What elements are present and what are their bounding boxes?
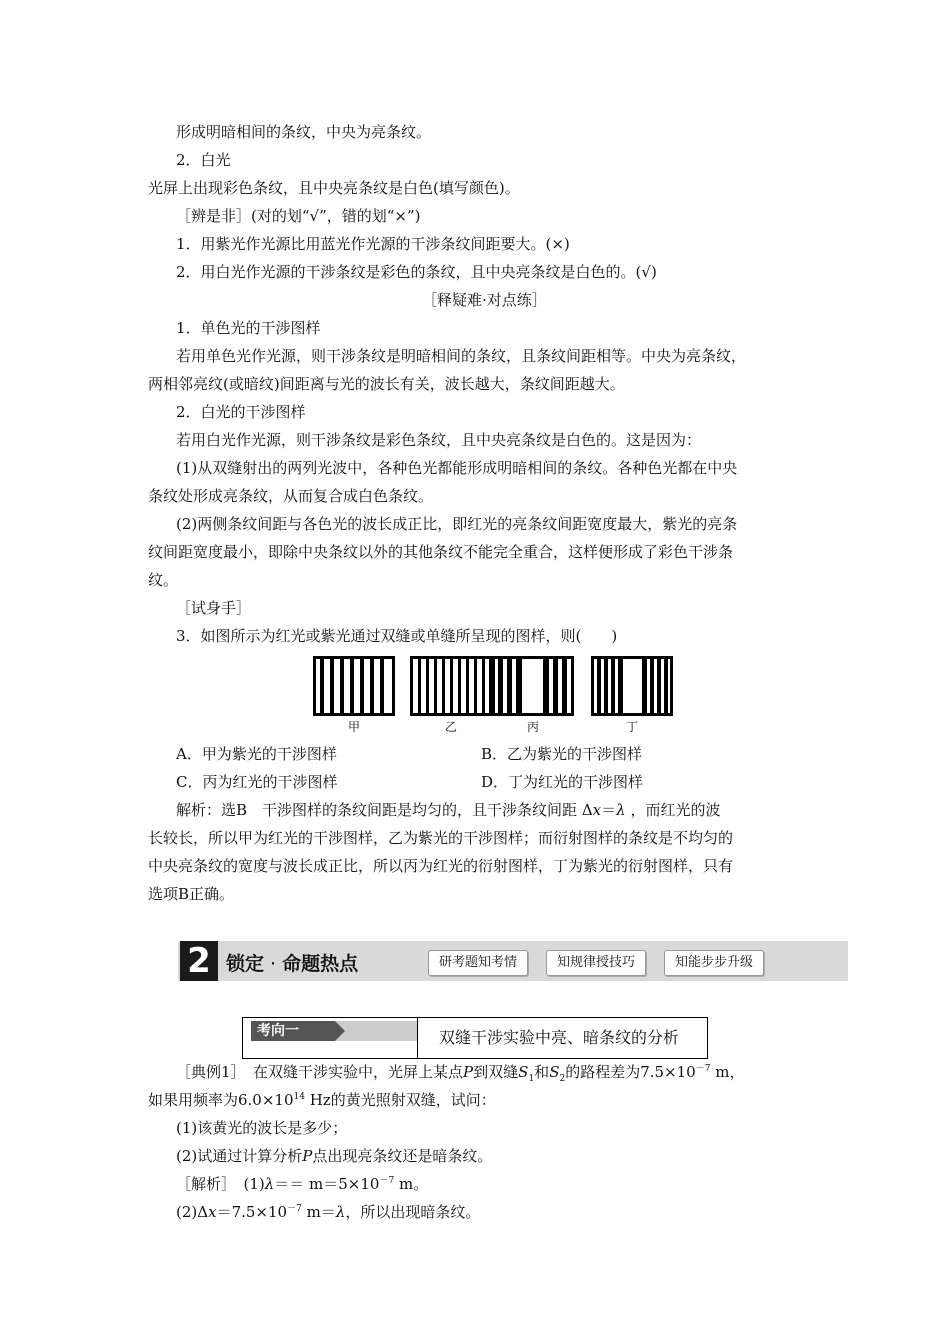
solution-text: ，所以出现暗条纹。 <box>345 1203 481 1221</box>
answer-text: ，而红光的波 <box>630 801 721 819</box>
example-text: 到双缝 <box>473 1063 519 1081</box>
text-line: (1)从双缝射出的两列光波中，各种色光都能形成明暗相间的条纹。各种色光都在中央 <box>176 459 738 477</box>
subscript: 2 <box>559 1074 566 1084</box>
delta-symbol: Δ <box>581 801 593 819</box>
solution-text: m＝ <box>301 1203 336 1221</box>
banner-title <box>226 949 358 976</box>
example-text: ［典例1］ 在双缝干涉实验中，光屏上某点 <box>176 1063 464 1081</box>
judge-header: ［辨是非］(对的划“√”，错的划“×”) <box>176 207 421 225</box>
topic-box <box>242 1017 708 1059</box>
text-line: 形成明暗相间的条纹，中央为亮条纹。 <box>176 123 432 141</box>
exponent: 14 <box>293 1092 305 1102</box>
text-line: 若用白光作光源，则干涉条纹是彩色条纹，且中央亮条纹是白色的。这是因为： <box>176 431 702 449</box>
var-p: P <box>302 1147 313 1165</box>
text-line: 条纹处形成亮条纹，从而复合成白色条纹。 <box>148 487 434 505</box>
solution-text: ＝7.5×10 <box>216 1203 288 1221</box>
example-text: m， <box>710 1063 745 1081</box>
text-line: 两相邻亮纹(或暗纹)间距离与光的波长有关，波长越大，条纹间距越大。 <box>148 375 625 393</box>
exponent: －7 <box>287 1204 302 1214</box>
tab-research-questions[interactable]: 研考题知考情 <box>428 950 528 976</box>
example-question-1: (1)该黄光的波长是多少； <box>176 1119 348 1137</box>
fringe-stripes <box>316 659 392 713</box>
var-x: x <box>592 801 602 819</box>
banner-title-dot: · <box>270 953 277 975</box>
fringe-pattern-bing <box>492 656 574 716</box>
tab-learn-rules[interactable]: 知规律授技巧 <box>546 950 646 976</box>
option-c: C．丙为红光的干涉图样 <box>176 773 338 791</box>
trial-header: ［试身手］ <box>176 599 252 617</box>
topic-tag: 考向一 <box>251 1021 335 1041</box>
judge-item-2: 2．用白光作光源的干涉条纹是彩色的条纹，且中央亮条纹是白色的。(√) <box>176 263 657 281</box>
section-banner <box>178 941 848 981</box>
exponent: －7 <box>695 1064 711 1074</box>
answer-line-3: 中央亮条纹的宽度与波长成正比，所以丙为红光的衍射图样，丁为紫光的衍射图样，只有 <box>148 857 734 875</box>
option-d: D．丁为红光的干涉图样 <box>481 773 644 791</box>
question-3: 3．如图所示为红光或紫光通过双缝或单缝所呈现的图样，则( ) <box>176 627 618 645</box>
example-question-2 <box>176 1146 492 1166</box>
example-text: 和 <box>534 1063 550 1081</box>
example-line-2 <box>148 1090 496 1110</box>
section-title: 2．白光的干涉图样 <box>176 403 306 421</box>
example-line-1 <box>176 1062 744 1082</box>
var-lambda: λ <box>264 1175 275 1193</box>
example-text: 如果用频率为6.0×10 <box>148 1091 294 1109</box>
banner-title-part: 命题热点 <box>282 953 359 975</box>
var-s: S <box>549 1063 560 1081</box>
figure-label-ding: 丁 <box>625 720 638 734</box>
exponent: －7 <box>379 1176 395 1186</box>
solution-text: ［解析］ (1) <box>176 1175 265 1193</box>
answer-line-2: 长较长，所以甲为红光的干涉图样，乙为紫光的干涉图样；而衍射图样的条纹是不均匀的 <box>148 829 734 847</box>
explain-header: ［释疑难·对点练］ <box>422 291 547 309</box>
var-lambda: λ <box>616 801 626 819</box>
example-text: 点出现亮条纹还是暗条纹。 <box>312 1147 493 1165</box>
fringe-pattern-yi <box>410 656 492 716</box>
text-line: (2)两侧条纹间距与各色光的波长成正比，即红光的亮条纹间距宽度最大，紫光的亮条 <box>176 515 738 533</box>
example-text: (2)试通过计算分析 <box>176 1147 303 1165</box>
tab-level-up[interactable]: 知能步步升级 <box>664 950 764 976</box>
section-title-white-light: 2．白光 <box>176 151 231 169</box>
example-text: 的路程差为7.5×10 <box>565 1063 696 1081</box>
fringe-pattern-ding <box>591 656 673 716</box>
topic-title: 双缝干涉实验中亮、暗条纹的分析 <box>439 1028 680 1047</box>
fringe-stripes <box>594 659 670 713</box>
var-x: x <box>208 1203 217 1221</box>
text-line: 纹间距宽度最小，即除中央条纹以外的其他条纹不能完全重合，这样便形成了彩色干涉条 <box>148 543 734 561</box>
var-lambda: λ <box>335 1203 346 1221</box>
solution-text: (2)Δ <box>176 1203 209 1221</box>
text-line: 光屏上出现彩色条纹，且中央亮条纹是白色(填写颜色)。 <box>148 179 520 197</box>
answer-line-1 <box>176 800 720 820</box>
equals: ＝ <box>601 801 617 819</box>
banner-title-part: 锁定 <box>226 953 265 975</box>
example-text: Hz的黄光照射双缝，试问： <box>304 1091 496 1109</box>
figure-label-bing: 丙 <box>526 720 539 734</box>
solution-line-1 <box>176 1174 428 1194</box>
divider <box>417 1018 418 1058</box>
judge-item-1: 1．用紫光作光源比用蓝光作光源的干涉条纹间距要大。(×) <box>176 235 570 253</box>
solution-line-2 <box>176 1202 480 1222</box>
option-b: B．乙为紫光的干涉图样 <box>481 745 643 763</box>
solution-text: m。 <box>394 1175 429 1193</box>
var-p: P <box>463 1063 474 1081</box>
figure-label-jia: 甲 <box>347 720 360 734</box>
var-s: S <box>518 1063 529 1081</box>
answer-text: 解析：选B 干涉图样的条纹间距是均匀的，且干涉条纹间距 <box>176 801 578 819</box>
fringe-stripes <box>413 659 489 713</box>
text-line: 纹。 <box>148 571 179 589</box>
fringe-pattern-jia <box>313 656 395 716</box>
text-line: 若用单色光作光源，则干涉条纹是明暗相间的条纹，且条纹间距相等。中央为亮条纹， <box>176 347 747 365</box>
fringe-stripes <box>495 659 571 713</box>
figure-label-yi: 乙 <box>444 720 457 734</box>
banner-number: 2 <box>180 941 218 981</box>
option-a: A．甲为紫光的干涉图样 <box>176 745 337 763</box>
subscript: 1 <box>528 1074 535 1084</box>
section-title: 1．单色光的干涉图样 <box>176 319 321 337</box>
solution-text: ＝＝ m＝5×10 <box>274 1175 380 1193</box>
answer-line-4: 选项B正确。 <box>148 885 235 903</box>
